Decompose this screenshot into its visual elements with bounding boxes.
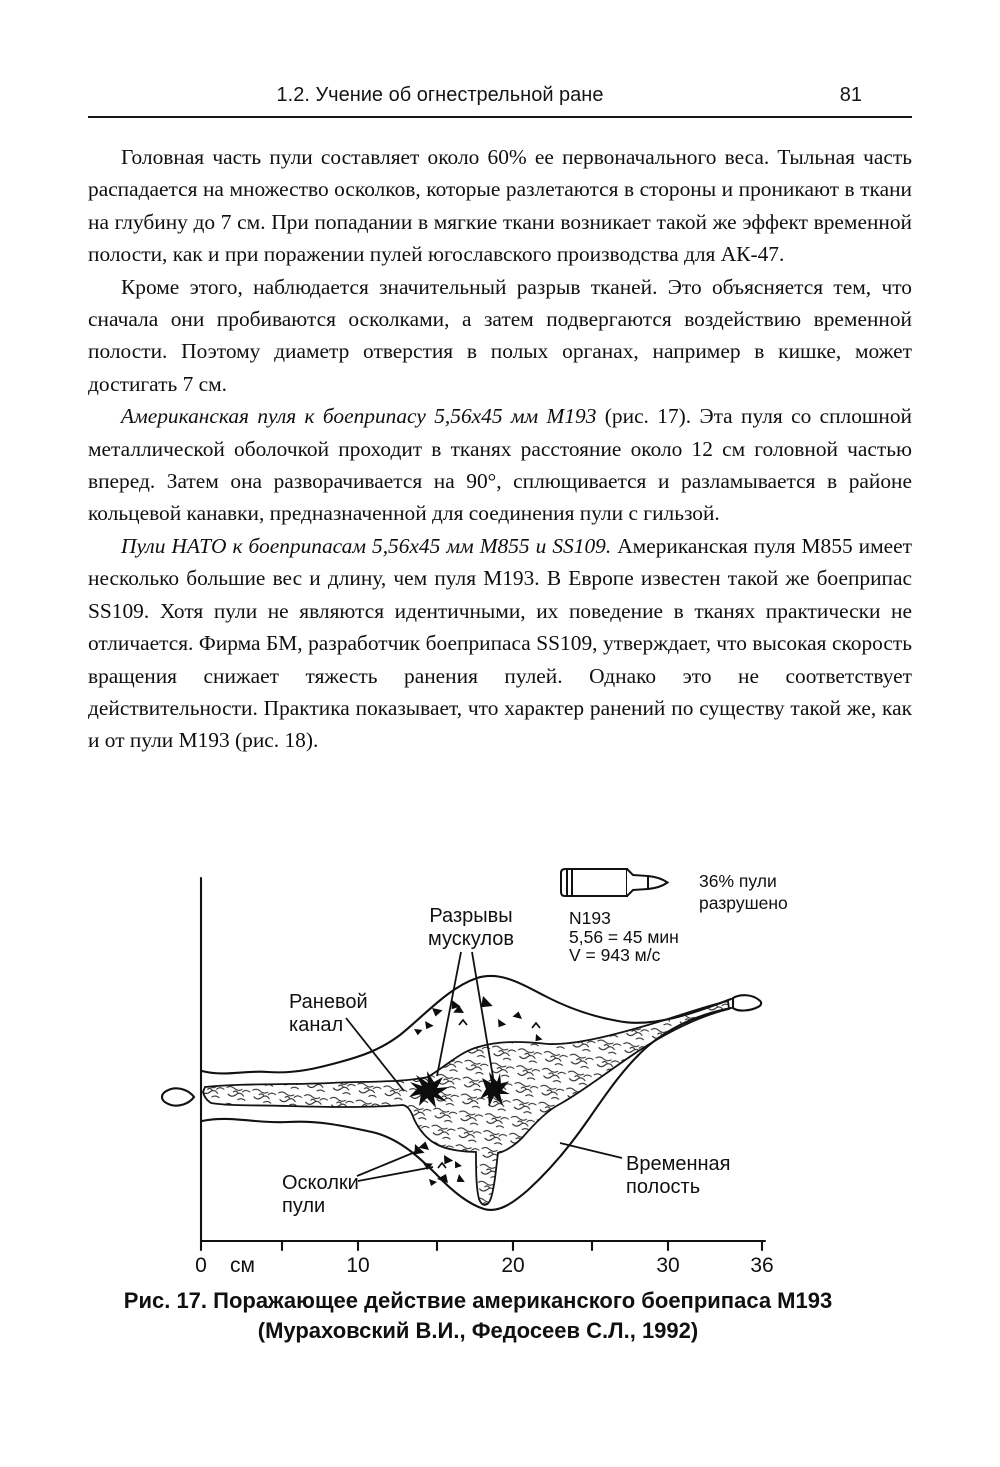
temp-cavity-pointer [560, 1143, 622, 1158]
figure-17-wound-profile [140, 855, 860, 1285]
cartridge-icon [561, 869, 668, 896]
figure-caption-line2: (Мураховский В.И., Федосеев С.Л., 1992) [257, 1318, 699, 1343]
label-muscle-tears-line1: Разрывы [429, 905, 513, 927]
label-muscle-tears-line2: мускулов [428, 928, 514, 950]
header-rule [88, 116, 912, 118]
figure-caption-line1: Рис. 17. Поражающее действие американского боеприпаса М193 [123, 1288, 833, 1313]
destroyed-percent-line1: 36% пули [699, 871, 777, 891]
label-temp-cavity-line1: Временная [626, 1153, 731, 1175]
label-fragments-line1: Осколки [282, 1172, 359, 1194]
cartridge-velocity: V = 943 м/с [569, 945, 661, 965]
label-wound-channel-line2: канал [289, 1014, 344, 1036]
axis-unit: см [230, 1254, 255, 1277]
paragraph-2: Кроме этого, наблюдается значительный разрыв тканей. Это объясняется тем, что сначала они пробиваются осколками, а затем подвергаются воздействию временной полости. Поэтому диаметр отверстия в полых органах, например в кишке, может достигать 7 см. [88, 274, 912, 396]
axis-label-30: 30 [656, 1254, 680, 1277]
axis-label-20: 20 [501, 1254, 525, 1277]
label-wound-channel-line1: Раневой [289, 991, 368, 1013]
exit-bullet [733, 995, 761, 1010]
entry-bullet [162, 1088, 194, 1105]
paragraph-4: Пули НАТО к боеприпасам 5,56х45 мм М855 и SS109. Американская пуля М855 имеет несколько большие вес и длину, чем пуля М193. В Европе известен такой же боеприпас SS109. Хотя пули не являются идентичными, их поведение в тканях практически не отличается. Фирма БМ, разработчик боеприпаса SS109, утверждает, что высокая скорость вращения снижает тяжесть ранения пулей. Однако это не соответствует действительности. Практика показывает, что характер ранений по существу такой же, как и от пули М193 (рис. 18). [88, 533, 912, 753]
axis-label-36: 36 [750, 1254, 774, 1277]
paragraph-1: Головная часть пули составляет около 60% ее первоначального веса. Тыльная часть распадается на множество осколков, которые разлетаются в стороны и проникают в ткани на глубину до 7 см. При попадании в мягкие ткани возникает такой же эффект временной полости, как и при поражении пулей югославского производства для АК-47. [88, 145, 912, 267]
label-fragments-line2: пули [282, 1195, 326, 1217]
paragraph-3: Американская пуля к боеприпасу 5,56х45 мм М193 (рис. 17). Эта пуля со сплошной металлической оболочкой проходит в тканях расстояние около 12 см головной частью вперед. Затем она разворачивается на 90°, сплющивается и разламывается в районе кольцевой канавки, предназначенной для соединения пули с гильзой. [88, 404, 912, 526]
section-header: 1.2. Учение об огнестрельной ране [276, 84, 604, 106]
cartridge-name: N193 [569, 908, 611, 928]
figure-caption [0, 1286, 956, 1346]
cartridge-caliber: 5,56 = 45 мин [569, 927, 679, 947]
body-text [88, 141, 912, 757]
axis-label-10: 10 [346, 1254, 370, 1277]
axis-label-0: 0 [195, 1254, 207, 1277]
fragments-pointer-2 [358, 1167, 433, 1181]
bullet-fragments-upper [414, 996, 544, 1043]
label-temp-cavity-line2: полость [626, 1176, 701, 1198]
destroyed-percent-line2: разрушено [699, 893, 788, 913]
wound-channel-pointer [346, 1018, 404, 1091]
page-number: 81 [839, 84, 862, 106]
axis-ticks [201, 1241, 762, 1250]
